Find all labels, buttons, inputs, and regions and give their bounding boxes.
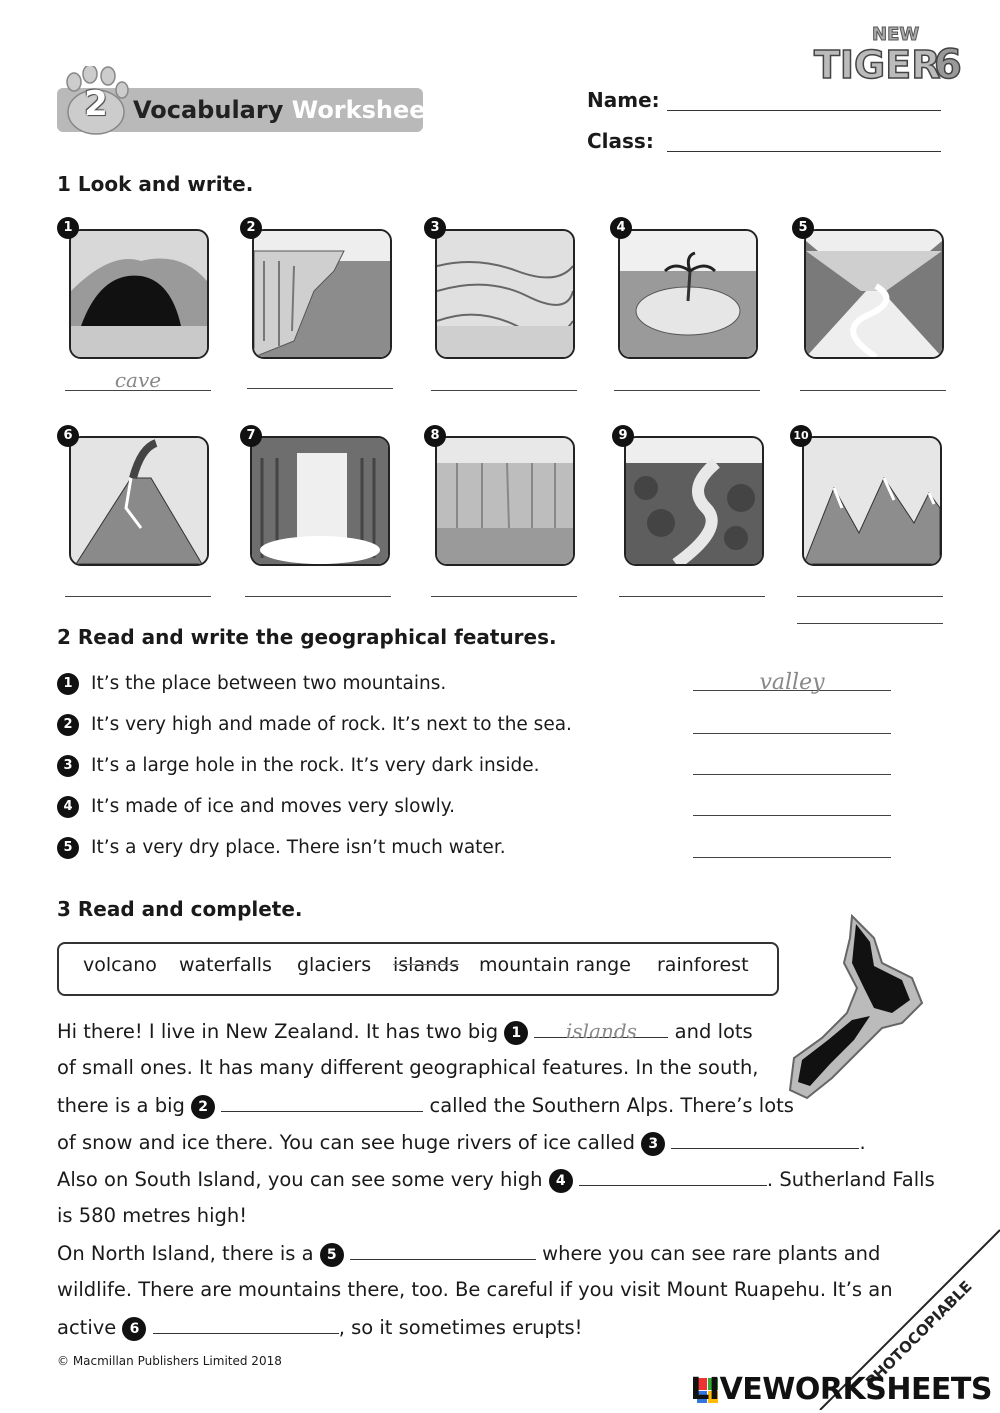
- p-text-9a: active: [57, 1316, 123, 1339]
- name-label: Name:: [587, 88, 660, 112]
- gap-number-2: 2: [191, 1095, 215, 1119]
- word-rainforest: rainforest: [657, 954, 749, 976]
- picture-number-10: 10: [790, 425, 812, 447]
- picture-number-1: 1: [57, 217, 79, 239]
- logo-tiger: TIGER: [814, 43, 941, 87]
- answer-1-text: cave: [114, 368, 162, 392]
- question-row-3: [57, 755, 540, 777]
- question-number-1: 1: [57, 673, 79, 695]
- p-text-7b: where you can see rare plants and: [535, 1242, 881, 1265]
- mountain-range-illustration: [804, 438, 940, 564]
- answer-line-3[interactable]: [431, 390, 577, 391]
- answer-line-5[interactable]: [800, 390, 946, 391]
- question-text-4: It’s made of ice and moves very slowly.: [91, 796, 455, 817]
- p-text-1a: Hi there! I live in New Zealand. It has two big: [57, 1020, 505, 1043]
- cave-illustration: [71, 231, 207, 357]
- word-glaciers: glaciers: [297, 954, 372, 976]
- question-text-1: It’s the place between two mountains.: [91, 673, 447, 694]
- logo-level: 6: [934, 42, 962, 88]
- picture-number-7: 7: [240, 425, 262, 447]
- answer-line-10b[interactable]: [797, 623, 943, 624]
- gap-1[interactable]: islands: [534, 1019, 668, 1038]
- worksheet-title: [133, 96, 437, 124]
- answer-line-10[interactable]: [797, 596, 943, 597]
- picture-cliff: [252, 229, 392, 359]
- gap-6[interactable]: [153, 1315, 339, 1334]
- name-field[interactable]: [667, 110, 941, 111]
- picture-number-8: 8: [424, 425, 446, 447]
- question-row-2: [57, 714, 572, 736]
- answer-line-9[interactable]: [619, 596, 765, 597]
- picture-waterfall: [250, 436, 390, 566]
- picture-number-6: 6: [57, 425, 79, 447]
- unit-number: 2: [84, 84, 108, 124]
- waterfall-illustration: [252, 438, 388, 564]
- gap-3[interactable]: [671, 1130, 859, 1149]
- cliff-illustration: [254, 231, 390, 357]
- new-zealand-map: [782, 908, 932, 1108]
- valley-illustration: [806, 231, 942, 357]
- class-field[interactable]: [667, 151, 941, 152]
- question-number-5: 5: [57, 837, 79, 859]
- word-waterfalls: waterfalls: [179, 954, 272, 976]
- paragraph-line-7: [57, 1241, 880, 1267]
- picture-rainforest: [624, 436, 764, 566]
- answer-line-7[interactable]: [245, 596, 391, 597]
- title-vocabulary: Vocabulary: [133, 96, 284, 124]
- question-row-4: [57, 796, 455, 818]
- volcano-illustration: [71, 438, 207, 564]
- question-text-3: It’s a large hole in the rock. It’s very dark inside.: [91, 755, 540, 776]
- paragraph-line-3: [57, 1093, 794, 1119]
- new-tiger-logo: [812, 18, 962, 88]
- photocopiable-label: PHOTOCOPIABLE: [862, 1277, 976, 1391]
- title-worksheet: Worksheet: [291, 96, 438, 124]
- liveworksheets-brand: LIVEWORKSHEETS: [690, 1372, 992, 1407]
- p-text-4b: .: [859, 1131, 866, 1154]
- question-text-5: It’s a very dry place. There isn’t much water.: [91, 837, 506, 858]
- paragraph-line-1: [57, 1019, 753, 1045]
- p-text-9b: , so it sometimes erupts!: [338, 1316, 583, 1339]
- question-answer-line-2[interactable]: [693, 733, 891, 734]
- section1-title: 1 Look and write.: [57, 172, 254, 196]
- question-answer-line-3[interactable]: [693, 774, 891, 775]
- p-text-3a: there is a big: [57, 1094, 192, 1117]
- gap-number-5: 5: [320, 1243, 344, 1267]
- picture-number-9: 9: [612, 425, 634, 447]
- picture-valley: [804, 229, 944, 359]
- glacier-illustration: [437, 438, 573, 564]
- p-text-3b: called the Southern Alps. There’s lots: [423, 1094, 794, 1117]
- island-illustration: [620, 231, 756, 357]
- picture-number-4: 4: [610, 217, 632, 239]
- answer-line-8[interactable]: [431, 596, 577, 597]
- paragraph-line-4: [57, 1130, 866, 1156]
- answer-line-2[interactable]: [247, 388, 393, 389]
- paragraph-line-9: [57, 1315, 583, 1341]
- p-text-4a: of snow and ice there. You can see huge rivers of ice called: [57, 1131, 642, 1154]
- p-text-7a: On North Island, there is a: [57, 1242, 320, 1265]
- picture-number-2: 2: [240, 217, 262, 239]
- gap-number-6: 6: [122, 1317, 146, 1341]
- question-answer-line-5[interactable]: [693, 857, 891, 858]
- picture-cave: [69, 229, 209, 359]
- question-number-2: 2: [57, 714, 79, 736]
- word-bank: [57, 942, 779, 996]
- gap-number-4: 4: [549, 1169, 573, 1193]
- picture-number-3: 3: [424, 217, 446, 239]
- gap-5[interactable]: [350, 1241, 536, 1260]
- picture-mountain-range: [802, 436, 942, 566]
- question-answer-line-4[interactable]: [693, 815, 891, 816]
- paragraph-line-5: [57, 1167, 935, 1193]
- desert-illustration: [437, 231, 573, 357]
- gap-4[interactable]: [579, 1167, 767, 1186]
- logo-new: NEW: [872, 24, 920, 45]
- question-row-1: [57, 673, 446, 695]
- p-text-5b: . Sutherland Falls: [766, 1168, 935, 1191]
- section3-title: 3 Read and complete.: [57, 897, 303, 921]
- question-row-5: [57, 837, 506, 859]
- word-mountain-range: mountain range: [479, 954, 631, 976]
- answer-line-6[interactable]: [65, 596, 211, 597]
- paragraph-line-8: wildlife. There are mountains there, too. Be careful if you visit Mount Ruapehu. It’s an: [57, 1278, 893, 1301]
- p-text-1b: and lots: [668, 1020, 753, 1043]
- picture-desert: [435, 229, 575, 359]
- question-text-2: It’s very high and made of rock. It’s next to the sea.: [91, 714, 572, 735]
- answer-line-4[interactable]: [614, 390, 760, 391]
- picture-island: [618, 229, 758, 359]
- word-islands: islands: [393, 954, 460, 976]
- gap-number-3: 3: [641, 1132, 665, 1156]
- rainforest-illustration: [626, 438, 762, 564]
- picture-glacier: [435, 436, 575, 566]
- section2-title: 2 Read and write the geographical features.: [57, 625, 557, 649]
- picture-number-5: 5: [792, 217, 814, 239]
- question-number-3: 3: [57, 755, 79, 777]
- picture-volcano: [69, 436, 209, 566]
- word-volcano: volcano: [83, 954, 157, 976]
- gap-2[interactable]: [221, 1093, 423, 1112]
- paragraph-line-6: is 580 metres high!: [57, 1204, 248, 1227]
- question-answer-1: valley: [759, 670, 825, 695]
- paragraph-line-2: of small ones. It has many different geographical features. In the south,: [57, 1056, 759, 1079]
- copyright: © Macmillan Publishers Limited 2018: [57, 1354, 282, 1368]
- class-label: Class:: [587, 129, 654, 153]
- question-number-4: 4: [57, 796, 79, 818]
- p-text-5a: Also on South Island, you can see some very high: [57, 1168, 549, 1191]
- gap-number-1: 1: [504, 1021, 528, 1045]
